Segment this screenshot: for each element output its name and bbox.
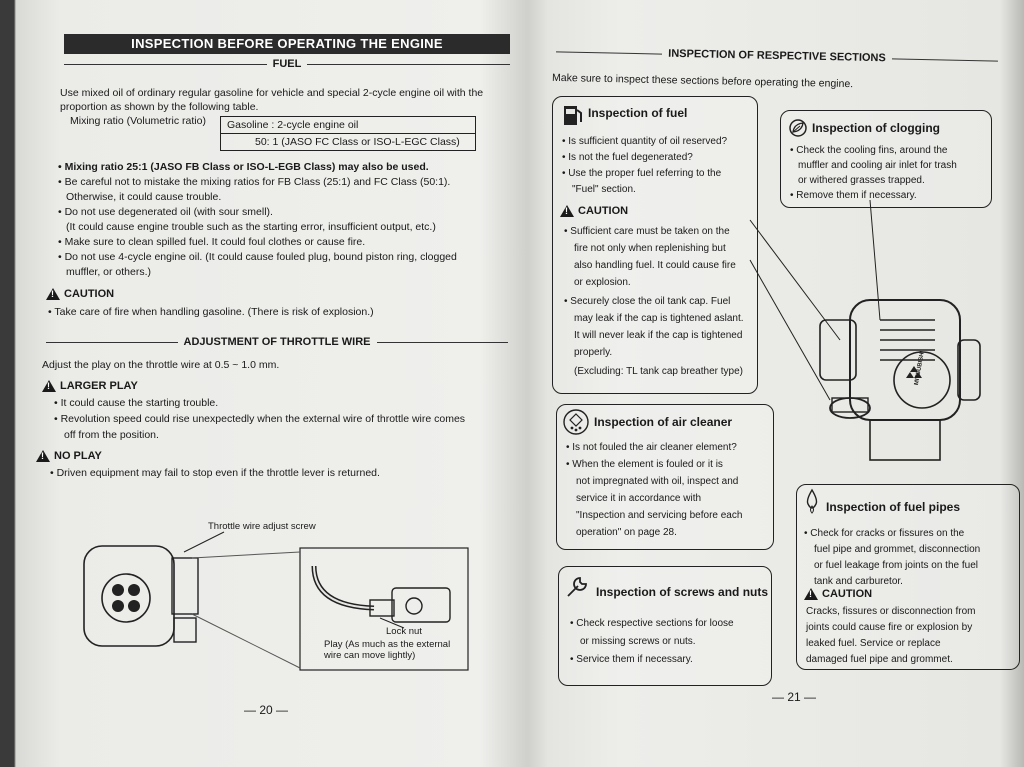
warning-icon <box>804 588 818 600</box>
warning-icon <box>42 380 56 392</box>
fuel-box-caution-heading <box>560 205 628 217</box>
section-title: INSPECTION OF RESPECTIVE SECTIONS <box>668 47 886 65</box>
fuel-box-line: "Fuel" section. <box>572 184 636 195</box>
fuel-caution-line: properly. <box>574 347 613 358</box>
air-box-line: operation" on page 28. <box>576 527 677 538</box>
pipe-box-line: fuel pipe and grommet, disconnection <box>814 544 981 555</box>
screw-box-line: • Service them if necessary. <box>570 654 693 665</box>
leaf-icon <box>788 118 808 138</box>
larger-play-1: • It could cause the starting trouble. <box>54 397 219 409</box>
pipe-caution-line: joints could cause fire or explosion by <box>806 622 973 633</box>
warning-icon <box>560 205 574 217</box>
page-21 <box>540 0 1024 767</box>
clog-box-line: or withered grasses trapped. <box>798 175 925 186</box>
lock-nut-callout: Lock nut <box>386 626 422 637</box>
no-play-heading <box>36 450 102 462</box>
air-filter-icon <box>562 408 590 436</box>
pipe-box-line: • Check for cracks or fissures on the <box>804 528 965 539</box>
pipe-caution-line: Cracks, fissures or disconnection from <box>806 606 976 617</box>
warning-icon <box>36 450 50 462</box>
fuel-bullet-5a: • Do not use 4-cycle engine oil. (It could cause fouled plug, bound piston ring, clogged <box>58 251 457 263</box>
fuel-box-line: • Use the proper fuel referring to the <box>562 168 722 179</box>
fuel-intro-line2: proportion as shown by the following table. <box>60 101 259 113</box>
fuel-bullet-5b: muffler, or others.) <box>66 266 152 278</box>
throttle-intro: Adjust the play on the throttle wire at 0.5 ~ 1.0 mm. <box>42 359 280 371</box>
screw-box-line: or missing screws or nuts. <box>580 636 696 647</box>
pipe-box-caution-heading <box>804 588 872 600</box>
pipe-box-line: tank and carburetor. <box>814 576 903 587</box>
play-callout-1: Play (As much as the external <box>324 639 451 650</box>
fuel-caution-line: It will never leak if the cap is tightened <box>574 330 743 341</box>
fuel-intro-line1: Use mixed oil of ordinary regular gasoline for vehicle and special 2-cycle engine oil with the <box>60 87 484 99</box>
fuel-caution-line: fire not only when replenishing but <box>574 243 726 254</box>
fuel-bullet-4: • Make sure to clean spilled fuel. It could foul clothes or cause fire. <box>58 236 366 248</box>
leader-lines <box>740 200 900 420</box>
fuel-caution-line: (Excluding: TL tank cap breather type) <box>574 366 743 377</box>
larger-play-label: LARGER PLAY <box>60 380 138 392</box>
caution-label: CAUTION <box>64 288 115 300</box>
pipe-box-title: Inspection of fuel pipes <box>826 500 961 514</box>
fuel-title: FUEL <box>272 58 302 70</box>
wrench-icon <box>564 574 590 600</box>
fuel-caution-line: also handling fuel. It could cause fire <box>574 260 736 271</box>
page-header: INSPECTION BEFORE OPERATING THE ENGINE <box>64 34 510 54</box>
pipe-box-line: or fuel leakage from joints on the fuel <box>814 560 978 571</box>
pipe-caution-line: damaged fuel pipe and grommet. <box>806 654 953 665</box>
air-box-title: Inspection of air cleaner <box>594 415 733 429</box>
mix-row-1: Gasoline : 2-cycle engine oil <box>221 117 475 134</box>
mix-row-2: 50: 1 (JASO FC Class or ISO-L-EGC Class) <box>255 136 460 148</box>
throttle-section-title <box>46 336 508 348</box>
fuel-drop-icon <box>804 488 820 514</box>
no-play-1: • Driven equipment may fail to stop even if the throttle lever is returned. <box>50 467 380 479</box>
fuel-caution-heading <box>46 288 114 300</box>
fuel-caution-line: may leak if the cap is tightened aslant. <box>574 313 744 324</box>
screw-box-line: • Check respective sections for loose <box>570 618 734 629</box>
respective-sections-title <box>556 45 998 66</box>
fuel-caution-line: or explosion. <box>574 277 631 288</box>
play-callout-2: wire can move lightly) <box>324 650 416 661</box>
no-play-label: NO PLAY <box>54 450 102 462</box>
pipe-caution-line: leaked fuel. Service or replace <box>806 638 941 649</box>
screw-box-title: Inspection of screws and nuts <box>596 585 769 599</box>
air-box-line: • Is not fouled the air cleaner element? <box>566 442 737 453</box>
fuel-bullet-3a: • Do not use degenerated oil (with sour smell). <box>58 206 273 218</box>
fuel-box-title: Inspection of fuel <box>588 106 688 120</box>
fuel-bullet-2a: • Be careful not to mistake the mixing ratios for FB Class (25:1) and FC Class (50:1). <box>58 176 451 188</box>
page-20 <box>14 0 532 767</box>
caution-label: CAUTION <box>822 588 873 600</box>
fuel-box-line: • Is not the fuel degenerated? <box>562 152 693 163</box>
fuel-caution-line: • Sufficient care must be taken on the <box>564 226 730 237</box>
page-number-21: — 21 — <box>772 690 817 704</box>
throttle-title: ADJUSTMENT OF THROTTLE WIRE <box>183 336 371 348</box>
engine-brand-label: MITSUBISHI <box>913 350 926 386</box>
clog-box-line: muffler and cooling air inlet for trash <box>798 160 957 171</box>
fuel-section-title <box>64 58 510 70</box>
air-box-line: "Inspection and servicing before each <box>576 510 743 521</box>
larger-play-2a: • Revolution speed could rise unexpectedly when the external wire of throttle wire comes <box>54 413 466 425</box>
fuel-box-line: • Is sufficient quantity of oil reserved? <box>562 136 728 147</box>
larger-play-heading <box>42 380 138 392</box>
fuel-bullet-3b: (It could cause engine trouble such as the starting error, insufficient output, etc.) <box>66 221 436 233</box>
fuel-caution-text: • Take care of fire when handling gasoline. (There is risk of explosion.) <box>48 306 374 318</box>
page-number-20: — 20 — <box>244 703 289 717</box>
larger-play-2b: off from the position. <box>64 429 159 441</box>
air-box-line: service it in accordance with <box>576 493 702 504</box>
air-box-line: • When the element is fouled or it is <box>566 459 723 470</box>
clog-box-line: • Check the cooling fins, around the <box>790 145 948 156</box>
fuel-pump-icon <box>560 102 586 128</box>
throttle-screw-callout: Throttle wire adjust screw <box>208 521 316 532</box>
air-box-line: not impregnated with oil, inspect and <box>576 476 739 487</box>
fuel-caution-line: • Securely close the oil tank cap. Fuel <box>564 296 731 307</box>
mix-ratio-table <box>220 116 476 151</box>
mix-ratio-label: Mixing ratio (Volumetric ratio) <box>70 115 206 127</box>
warning-icon <box>46 288 60 300</box>
clog-box-line: • Remove them if necessary. <box>790 190 917 201</box>
fuel-bullet-1: • Mixing ratio 25:1 (JASO FB Class or ISO-L-EGB Class) may also be used. <box>58 161 429 173</box>
section-intro: Make sure to inspect these sections before operating the engine. <box>551 71 854 91</box>
fuel-bullet-2b: Otherwise, it could cause trouble. <box>66 191 222 203</box>
clog-box-title: Inspection of clogging <box>812 121 940 135</box>
caution-label: CAUTION <box>578 205 629 217</box>
